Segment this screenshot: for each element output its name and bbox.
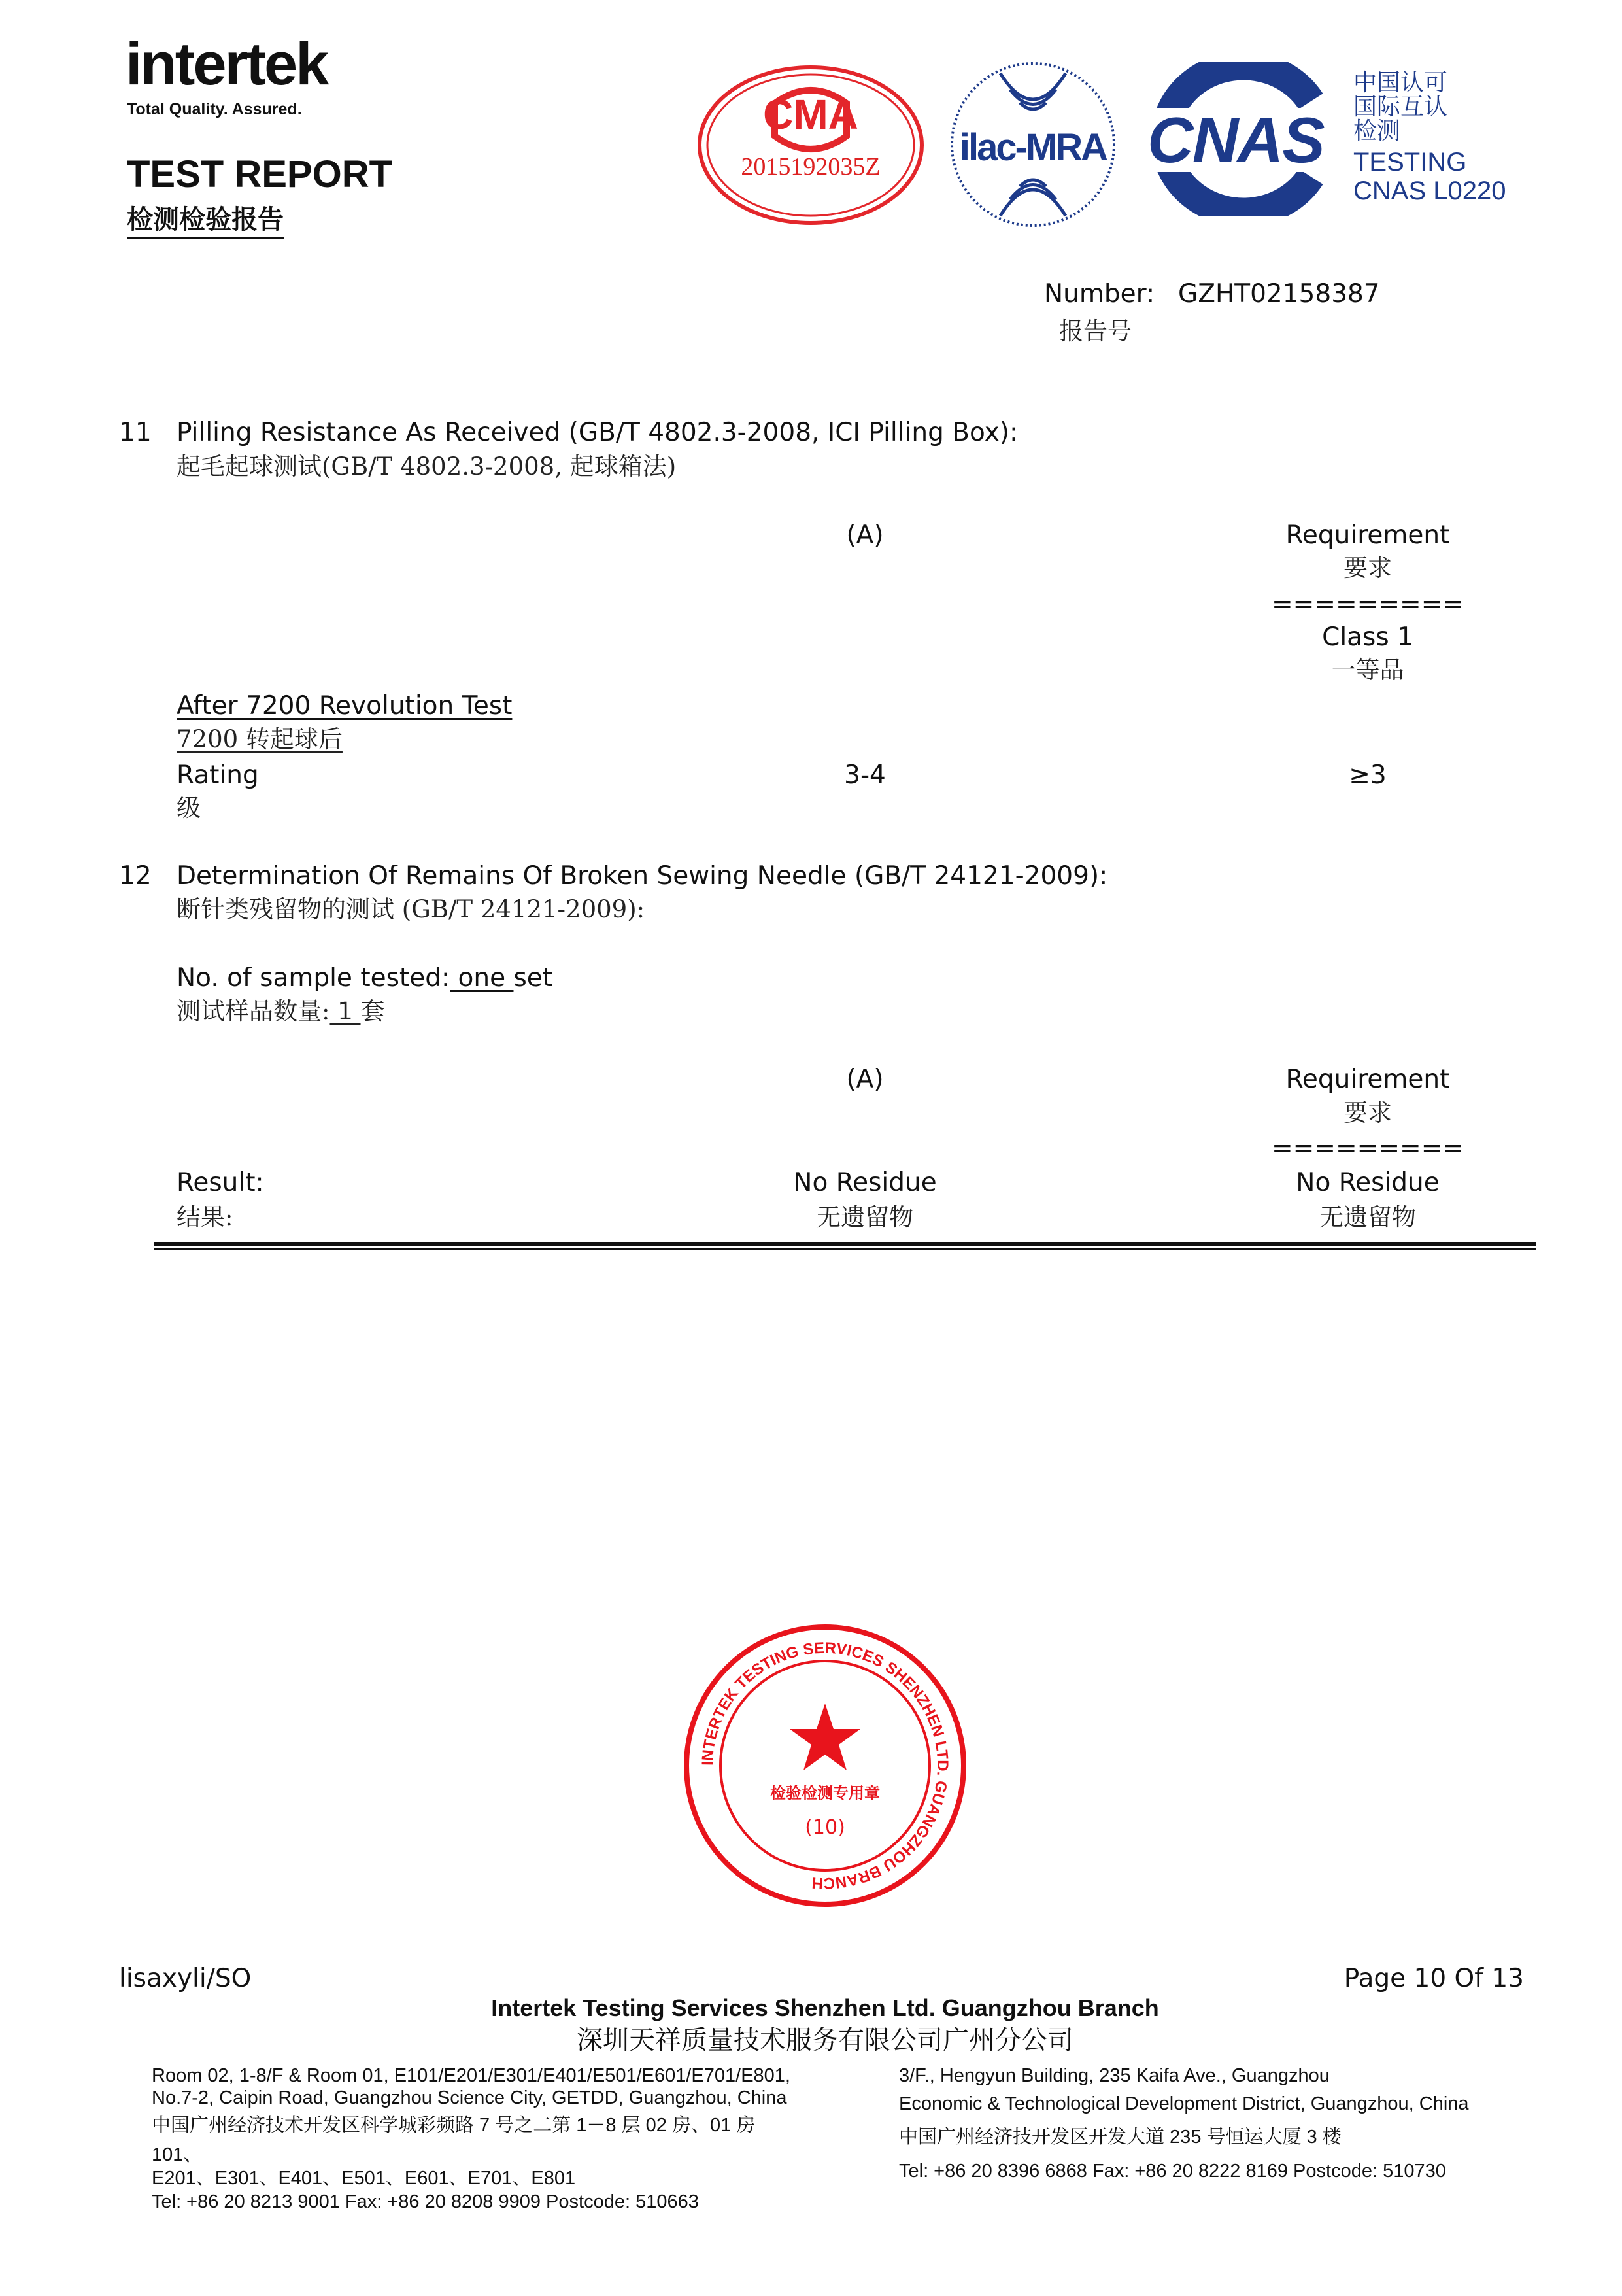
cma-number: 2015192035Z <box>741 153 881 180</box>
ilac-text: ilac-MRA <box>959 126 1107 169</box>
section-12-title-cn: 断针类残留物的测试 (GB/T 24121-2009): <box>177 895 645 923</box>
cnas-logo <box>1147 62 1343 216</box>
section-11-title: Pilling Resistance As Received (GB/T 4802.3-2008, ICI Pilling Box): <box>177 418 1019 447</box>
page-number: Page 10 Of 13 <box>1343 1964 1524 1993</box>
report-number-label: Number: <box>1044 279 1155 309</box>
requirement-header: Requirement <box>1285 521 1450 550</box>
result-value-a-cn: 无遗留物 <box>817 1203 913 1231</box>
svg-text:INTERTEK TESTING SERVICES SHEN <box>699 1639 951 1892</box>
rating-label: Rating <box>177 761 259 790</box>
company-stamp <box>681 1622 969 1910</box>
page-title-cn: 检测检验报告 <box>127 207 284 239</box>
stamp-ring-text: INTERTEK TESTING SERVICES SHENZHEN LTD. GUANGZHOU BRANCH <box>698 1639 952 1893</box>
result-label: Result: <box>177 1168 264 1197</box>
section-11-index: 11 <box>119 418 152 447</box>
cnas-code: CNAS L0220 <box>1353 177 1506 205</box>
requirement-header: Requirement <box>1285 1065 1450 1094</box>
section-12-index: 12 <box>119 861 152 891</box>
requirement-header-cn: 要求 <box>1343 554 1392 582</box>
result-label-cn: 结果: <box>177 1203 233 1231</box>
requirement-class: Class 1 <box>1322 623 1413 652</box>
author: lisaxyli/SO <box>119 1964 252 1993</box>
rating-requirement: ≥3 <box>1349 761 1387 790</box>
result-requirement-cn: 无遗留物 <box>1319 1203 1416 1231</box>
cnas-text: CNAS <box>1147 104 1324 176</box>
company-name: Intertek Testing Services Shenzhen Ltd. Guangzhou Branch <box>491 1995 1159 2021</box>
stamp-number: (10) <box>805 1816 845 1839</box>
page-title: TEST REPORT <box>127 153 393 196</box>
result-value-a: No Residue <box>793 1168 937 1197</box>
cnas-cn-text: 中国认可 国际互认 检测 <box>1353 69 1448 145</box>
rating-label-cn: 级 <box>177 794 201 822</box>
sample-count: No. of sample tested: one set <box>177 963 553 993</box>
right-address-line: Tel: +86 20 8396 6868 Fax: +86 20 8222 8169 Postcode: 510730 <box>899 2161 1446 2182</box>
separator: ========= <box>1271 590 1464 619</box>
right-address-line: Economic & Technological Development District, Guangzhou, China <box>899 2093 1469 2114</box>
left-address-line: E201、E301、E401、E501、E601、E701、E801 <box>152 2168 576 2189</box>
right-address-line: 3/F., Hengyun Building, 235 Kaifa Ave., Guangzhou <box>899 2065 1330 2086</box>
test-condition: After 7200 Revolution Test <box>177 691 513 721</box>
section-12-title: Determination Of Remains Of Broken Sewing Needle (GB/T 24121-2009): <box>177 861 1108 891</box>
sample-count-cn: 测试样品数量: 1 套 <box>177 997 385 1025</box>
test-condition-cn: 7200 转起球后 <box>177 725 343 753</box>
end-double-rule <box>154 1242 1536 1250</box>
column-a-header: (A) <box>846 1065 884 1094</box>
stamp-center-text: 检验检测专用章 <box>770 1784 880 1802</box>
requirement-header-cn: 要求 <box>1343 1099 1392 1127</box>
left-address-line: 中国广州经济技术开发区科学城彩频路 7 号之二第 1－8 层 02 房、01 房 <box>152 2115 756 2136</box>
section-11-title-cn: 起毛起球测试(GB/T 4802.3-2008, 起球箱法) <box>177 453 677 481</box>
separator: ========= <box>1271 1134 1464 1163</box>
stamp-star-icon <box>681 1622 969 1910</box>
logo-tagline: Total Quality. Assured. <box>127 100 302 118</box>
report-number-label-cn: 报告号 <box>1059 317 1132 345</box>
left-address-line: No.7-2, Caipin Road, Guangzhou Science City, GETDD, Guangzhou, China <box>152 2087 787 2108</box>
report-number: GZHT02158387 <box>1178 279 1380 309</box>
column-a-header: (A) <box>846 521 884 550</box>
intertek-logo: intertek <box>126 31 328 97</box>
left-address-line: Tel: +86 20 8213 9001 Fax: +86 20 8208 9909 Postcode: 510663 <box>152 2191 699 2212</box>
ilac-mra-logo <box>948 60 1118 229</box>
cnas-testing: TESTING <box>1353 148 1467 177</box>
cma-seal-icon <box>696 64 925 226</box>
left-address-line: Room 02, 1-8/F & Room 01, E101/E201/E301/E401/E501/E601/E701/E801, <box>152 2065 790 2086</box>
company-name-cn: 深圳天祥质量技术服务有限公司广州分公司 <box>577 2025 1073 2055</box>
rating-value-a: 3-4 <box>844 761 886 790</box>
left-address-line: 101、 <box>152 2144 203 2165</box>
result-requirement: No Residue <box>1296 1168 1440 1197</box>
requirement-class-cn: 一等品 <box>1331 656 1404 684</box>
cma-letters: CMA <box>763 91 858 138</box>
cma-seal <box>696 64 925 226</box>
right-address-line: 中国广州经济技开发区开发大道 235 号恒运大厦 3 楼 <box>899 2127 1342 2148</box>
